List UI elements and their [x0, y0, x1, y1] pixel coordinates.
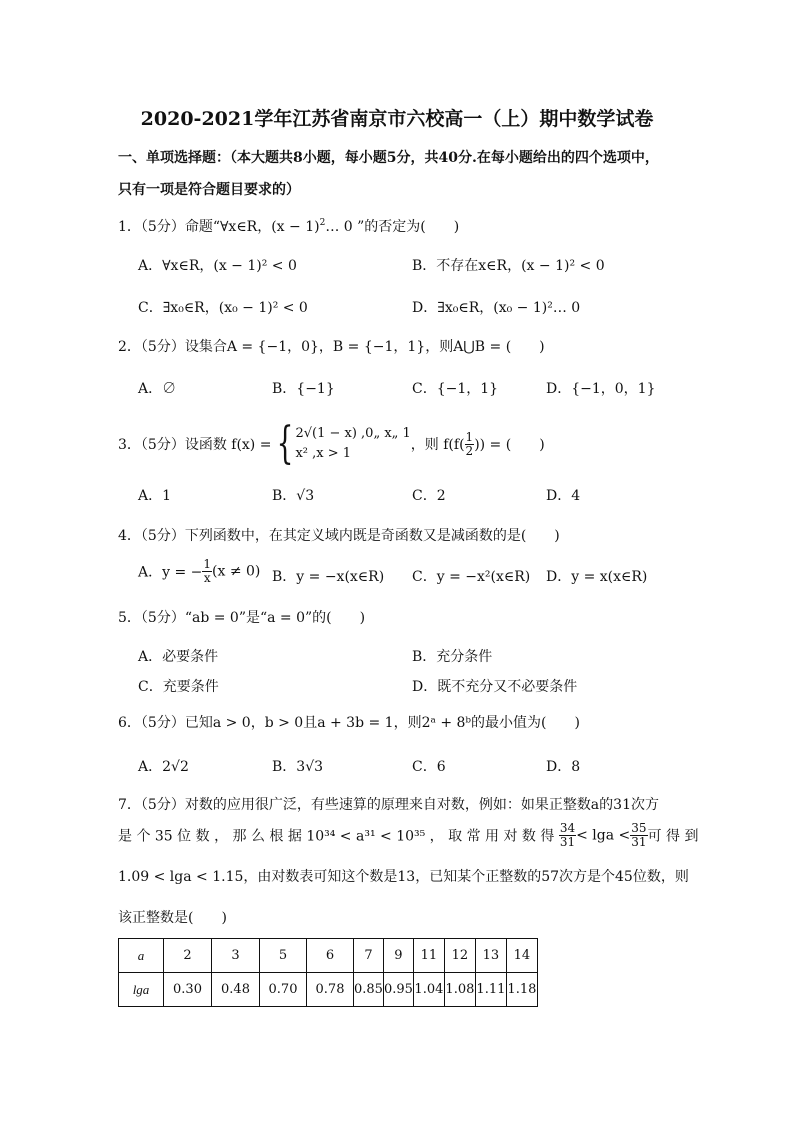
table-cell: 0.78: [307, 973, 354, 1007]
table-cell: 6: [307, 939, 354, 973]
piecewise-case-1: 2√(1 − x) ,0„ x„ 1: [295, 426, 411, 441]
table-cell: 13: [475, 939, 506, 973]
log-table-value-row: [119, 973, 538, 1007]
question-7-line-2: 是 个 35 位 数 ， 那 么 根 据 10³⁴ < a³¹ < 10³⁵ ， 取 常 用 对 数 得 $\frac{34}{31}$ < lga < $\frac{35}{31}$ 可 得 到: [118, 821, 699, 849]
log-table-header-row: [119, 939, 538, 973]
table-cell: 5: [260, 939, 307, 973]
question-3-option-a[interactable]: A．1: [138, 488, 172, 504]
question-6-stem: 6．（5分）已知a > 0，b > 0且a + 3b = 1，则2ᵃ + 8ᵇ的最小值为( ): [118, 715, 580, 731]
question-1-stem: 1．（5分）命题“∀x∈R，$(x - 1)^2\dots$ 0 ”的否定为( ): [118, 218, 460, 235]
table-cell: 0.48: [212, 973, 260, 1007]
question-3-option-c[interactable]: C．2: [412, 488, 446, 504]
question-6-option-d[interactable]: D．8: [546, 759, 581, 775]
question-7-line-1: 7．（5分）对数的应用很广泛，有些速算的原理来自对数，例如：如果正整数a的31次方: [118, 797, 659, 813]
table-cell: 2: [164, 939, 212, 973]
table-cell: lga: [119, 973, 164, 1007]
question-4-option-a[interactable]: A．y = − $\frac{1}{x}$ (x ≠ 0): [138, 557, 261, 585]
page-title: 2020-2021学年江苏省南京市六校高一（上）期中数学试卷: [140, 108, 654, 130]
table-cell: 0.70: [260, 973, 307, 1007]
table-cell: 1.11: [475, 973, 506, 1007]
question-5-option-b[interactable]: B．充分条件: [412, 649, 493, 665]
question-2-option-a[interactable]: A．∅: [138, 381, 177, 397]
table-cell: 7: [354, 939, 384, 973]
table-cell: 9: [383, 939, 413, 973]
question-6-option-a[interactable]: A．2√2: [138, 759, 189, 775]
question-1-option-a[interactable]: A．∀x∈R，(x − 1)² < 0: [138, 258, 297, 274]
question-6-option-b[interactable]: B．3√3: [272, 759, 324, 775]
question-1-option-d[interactable]: D．∃x₀∈R，(x₀ − 1)²… 0: [412, 300, 581, 316]
question-6-option-c[interactable]: C．6: [412, 759, 446, 775]
log-table: [118, 938, 538, 1007]
question-5-option-c[interactable]: C．充要条件: [138, 679, 219, 695]
question-7-line-4: 该正整数是( ): [118, 910, 227, 926]
question-5-stem: 5．（5分）“ab = 0”是“a = 0”的( ): [118, 610, 366, 626]
table-cell: 1.08: [444, 973, 475, 1007]
table-cell: 12: [444, 939, 475, 973]
question-3-stem: 3．（5分）设函数 f(x) = { 2√(1 − x) ,0„ x„ 1 x² ,x > 1 ，则 f(f( $\frac{1}{2}$ )) = ( ): [118, 418, 545, 469]
question-3-option-d[interactable]: D．4: [546, 488, 581, 504]
question-4-option-b[interactable]: B．y = −x(x∈R): [272, 569, 385, 585]
question-7-line-3: 1.09 < lga < 1.15，由对数表可知这个数是13，已知某个正整数的57次方是个45位数，则: [118, 869, 689, 885]
table-cell: 0.85: [354, 973, 384, 1007]
piecewise-case-2: x² ,x > 1: [295, 446, 352, 461]
table-cell: 3: [212, 939, 260, 973]
table-cell: 1.18: [506, 973, 537, 1007]
question-5-option-a[interactable]: A．必要条件: [138, 649, 219, 665]
section-header-line2: 只有一项是符合题目要求的）: [118, 182, 300, 198]
table-cell: 1.04: [413, 973, 444, 1007]
table-cell: 11: [413, 939, 444, 973]
question-4-stem: 4．（5分）下列函数中，在其定义域内既是奇函数又是减函数的是( ): [118, 528, 560, 544]
table-cell: 0.30: [164, 973, 212, 1007]
question-1-option-c[interactable]: C．∃x₀∈R，(x₀ − 1)² < 0: [138, 300, 308, 316]
table-cell: 14: [506, 939, 537, 973]
question-4-option-d[interactable]: D．y = x(x∈R): [546, 569, 648, 585]
section-header-line1: 一、单项选择题：（本大题共8小题，每小题5分，共40分.在每小题给出的四个选项中，: [118, 150, 659, 166]
question-2-option-c[interactable]: C．{−1，1}: [412, 381, 499, 397]
table-cell: 0.95: [383, 973, 413, 1007]
question-2-option-d[interactable]: D．{−1，0，1}: [546, 381, 656, 397]
question-3-option-b[interactable]: B．√3: [272, 488, 315, 504]
question-5-option-d[interactable]: D．既不充分又不必要条件: [412, 679, 578, 695]
question-2-stem: 2．（5分）设集合A = {−1，0}，B = {−1，1}，则A⋃B = ( ): [118, 339, 545, 355]
question-4-option-c[interactable]: C．y = −x²(x∈R): [412, 569, 531, 585]
question-2-option-b[interactable]: B．{−1}: [272, 381, 335, 397]
question-1-option-b[interactable]: B．不存在x∈R，(x − 1)² < 0: [412, 258, 605, 274]
table-cell: a: [119, 939, 164, 973]
